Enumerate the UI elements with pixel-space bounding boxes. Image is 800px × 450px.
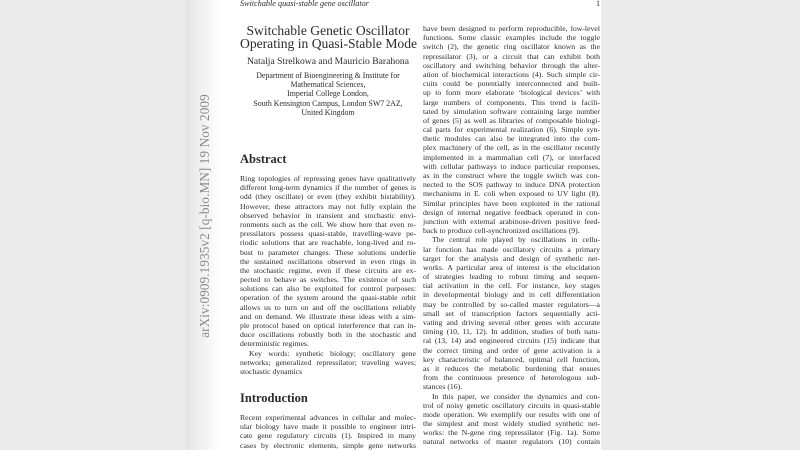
text-line: ation of biochemical interactions (4). Such simple cir- <box>423 69 600 79</box>
text-line: solutions can also be exploited for control purposes: <box>240 284 416 294</box>
text-line: nected to the SOS pathway to induce DNA protection <box>423 180 600 190</box>
text-line: ral (13, 14) and engineered circuits (15) indicate that <box>423 336 600 346</box>
text-line: lar function has made oscillatory circuits a primary <box>423 244 600 254</box>
text-line: Key words: synthetic biology; oscillatory gene <box>249 348 416 358</box>
text-line: allows us to turn on and off the oscillations reliably <box>240 302 416 312</box>
abstract-body <box>240 174 416 376</box>
text-line: observed behavior in transient and stochastic envi- <box>240 210 416 220</box>
text-line: deterministic regimes. <box>240 339 309 349</box>
affiliation-line: United Kingdom <box>301 107 355 117</box>
text-line: large numbers of components. This trend is facili- <box>423 97 600 107</box>
text-line: cal parts for experimental realization (6). Simple syn- <box>423 125 600 135</box>
introduction-heading: Introduction <box>240 391 308 405</box>
text-line: have been designed to perform reproducible, low-level <box>423 24 600 33</box>
text-line: Similar principles have been exploited in the rational <box>423 198 600 208</box>
text-line: cate gene regulatory circuits (1). Inspired in many <box>240 431 416 441</box>
paragraph <box>240 349 416 377</box>
text-line: ular biology have made it possible to engineer intri- <box>240 422 416 432</box>
affiliation-line: Department of Bioengineering & Institute for <box>256 71 400 80</box>
text-line: The central role played by oscillations in cellu- <box>432 235 600 245</box>
text-line: works: the N-gene ring repressilator (Fig. 1a). Some <box>423 428 600 438</box>
text-line: functions. Some classic examples include the toggle <box>423 33 600 43</box>
paper-authors: Natalja Strelkowa and Mauricio Barahona <box>247 56 409 67</box>
text-line: small set of transcription factors sequentially acti- <box>423 308 600 318</box>
paper-title-line-1: Switchable Genetic Oscillator <box>246 23 410 38</box>
text-line: tial activation in the cell. For instance, key stages <box>423 281 600 291</box>
text-line: bust to parameter changes. These solutions underlie <box>240 247 416 257</box>
text-line: works. A particular area of interest is the elucidation <box>423 262 600 272</box>
text-line: the correct timing and order of gene activation is a <box>423 345 600 355</box>
introduction-right-column <box>423 24 600 447</box>
text-line: timing (10, 11, 12). In addition, studies of both natu- <box>423 327 600 337</box>
text-line: duce oscillations robustly both in the stochastic and <box>240 330 416 340</box>
paper-title-line-2: Operating in Quasi-Stable Mode <box>240 36 418 51</box>
text-line: In this paper, we consider the dynamics and con- <box>432 391 600 401</box>
text-line: plex machinery of the cell, as in the oscillator recently <box>423 143 600 153</box>
text-line: of strategies leading to robust timing and sequen- <box>423 272 600 282</box>
text-line: key characteristic of balanced, optimal cell function, <box>423 354 600 364</box>
text-line: odd (they oscillate) or even (they exhibit bistability). <box>240 192 416 202</box>
abstract-heading: Abstract <box>240 152 287 166</box>
arxiv-stamp: arXiv:0909.1935v2 [q-bio.MN] 19 Nov 2009 <box>197 94 212 338</box>
text-line: junction with external arabinose-driven positive feed- <box>423 216 600 226</box>
text-line: However, these attractors may not fully explain the <box>240 201 416 211</box>
text-line: the sustained oscillations observed in even rings in <box>240 256 416 266</box>
text-line: as in the construct where the toggle switch was con- <box>423 171 600 180</box>
text-line: the stochastic regime, even if these circuits are ex- <box>240 265 416 275</box>
text-line: the simplest and most widely studied synthetic net- <box>423 419 600 429</box>
text-line: target for the analysis and design of synthetic net- <box>423 253 600 263</box>
text-line: trol of noisy genetic oscillatory circuits in quasi-stable <box>423 400 600 410</box>
affiliation-line: Mathematical Sciences, <box>290 80 366 90</box>
text-line: as it reduces the metabolic burdening that ensues <box>423 363 600 373</box>
affiliation-line: South Kensington Campus, London SW7 2AZ, <box>253 98 403 108</box>
text-line: mode operation. We exemplify our results with one of <box>423 409 600 419</box>
text-line: and on demand. We illustrate these ideas with a sim- <box>240 311 416 321</box>
page-number: 1 <box>596 0 601 8</box>
text-line: from the continuous presence of heterologous sub- <box>423 373 600 383</box>
text-line: pressilators possess quasi-stable, travelling-wave pe- <box>240 229 416 239</box>
text-line: stances (16). <box>423 382 463 392</box>
text-line: may be controlled by so-called master regulators—a <box>423 299 600 309</box>
text-line: cases by electronic elements, simple gene networks <box>240 440 416 450</box>
text-line: operation of the system around the quasi-stable orbit <box>240 293 416 303</box>
text-line: different long-term dynamics if the number of genes is <box>240 183 416 193</box>
introduction-left-column <box>240 413 416 450</box>
text-line: Recent experimental advances in cellular and molec- <box>240 413 416 422</box>
text-line: ronments such as the cell. We show here that even re- <box>240 219 416 229</box>
text-line: pected to behave as switches. The existence of such <box>240 275 416 285</box>
text-line: switch (2), the genetic ring oscillator known as the <box>423 42 600 52</box>
text-line: oscillatory and switching behavior through the alter- <box>423 60 600 70</box>
text-line: mechanisms in E. coli when exposed to UV light (8). <box>423 189 600 199</box>
text-line: with cellular pathways to induce particular responses, <box>423 161 600 171</box>
paragraph <box>240 413 416 450</box>
text-line: vating and driving several other genes with accurate <box>423 318 600 327</box>
text-line: in developmental biology and in cell differentiation <box>423 290 600 300</box>
text-line: of genes (5) as well as libraries of composable biologi- <box>423 115 600 125</box>
text-line: ple protocol based on optical interference that can in- <box>240 321 416 330</box>
text-line: design of internal negative feedback operated in con- <box>423 207 600 217</box>
text-line: implemented in a mammalian cell (7), or interfaced <box>423 152 600 162</box>
text-line: riodic solutions that are reachable, long-lived and ro- <box>240 238 416 248</box>
affiliation <box>240 71 416 117</box>
text-line: up to form more elaborate ‘biological devices’ with <box>423 88 600 98</box>
text-line: thetic modules can also be integrated into the com- <box>423 134 600 144</box>
text-line: repressilator (3), or a circuit that can exhibit both <box>423 51 600 61</box>
paragraph <box>240 174 416 349</box>
affiliation-line: Imperial College London, <box>287 89 369 99</box>
paragraph <box>423 235 600 391</box>
text-line: networks; generalized repressilator; traveling waves; <box>240 357 416 367</box>
text-line: natural networks of master regulators (10) contain <box>423 437 600 447</box>
paragraph <box>423 24 600 235</box>
text-line: Ring topologies of repressing genes have qualitatively <box>240 174 416 183</box>
paragraph <box>423 392 600 447</box>
running-header: Switchable quasi-stable gene oscillator <box>240 0 369 8</box>
text-line: tated by simulation software containing large number <box>423 106 600 116</box>
text-line: back to produce cell-synchronized oscillations (9). <box>423 226 580 236</box>
text-line: cuits could be potentially interconnected and built- <box>423 79 600 89</box>
text-line: stochastic dynamics <box>240 366 303 376</box>
